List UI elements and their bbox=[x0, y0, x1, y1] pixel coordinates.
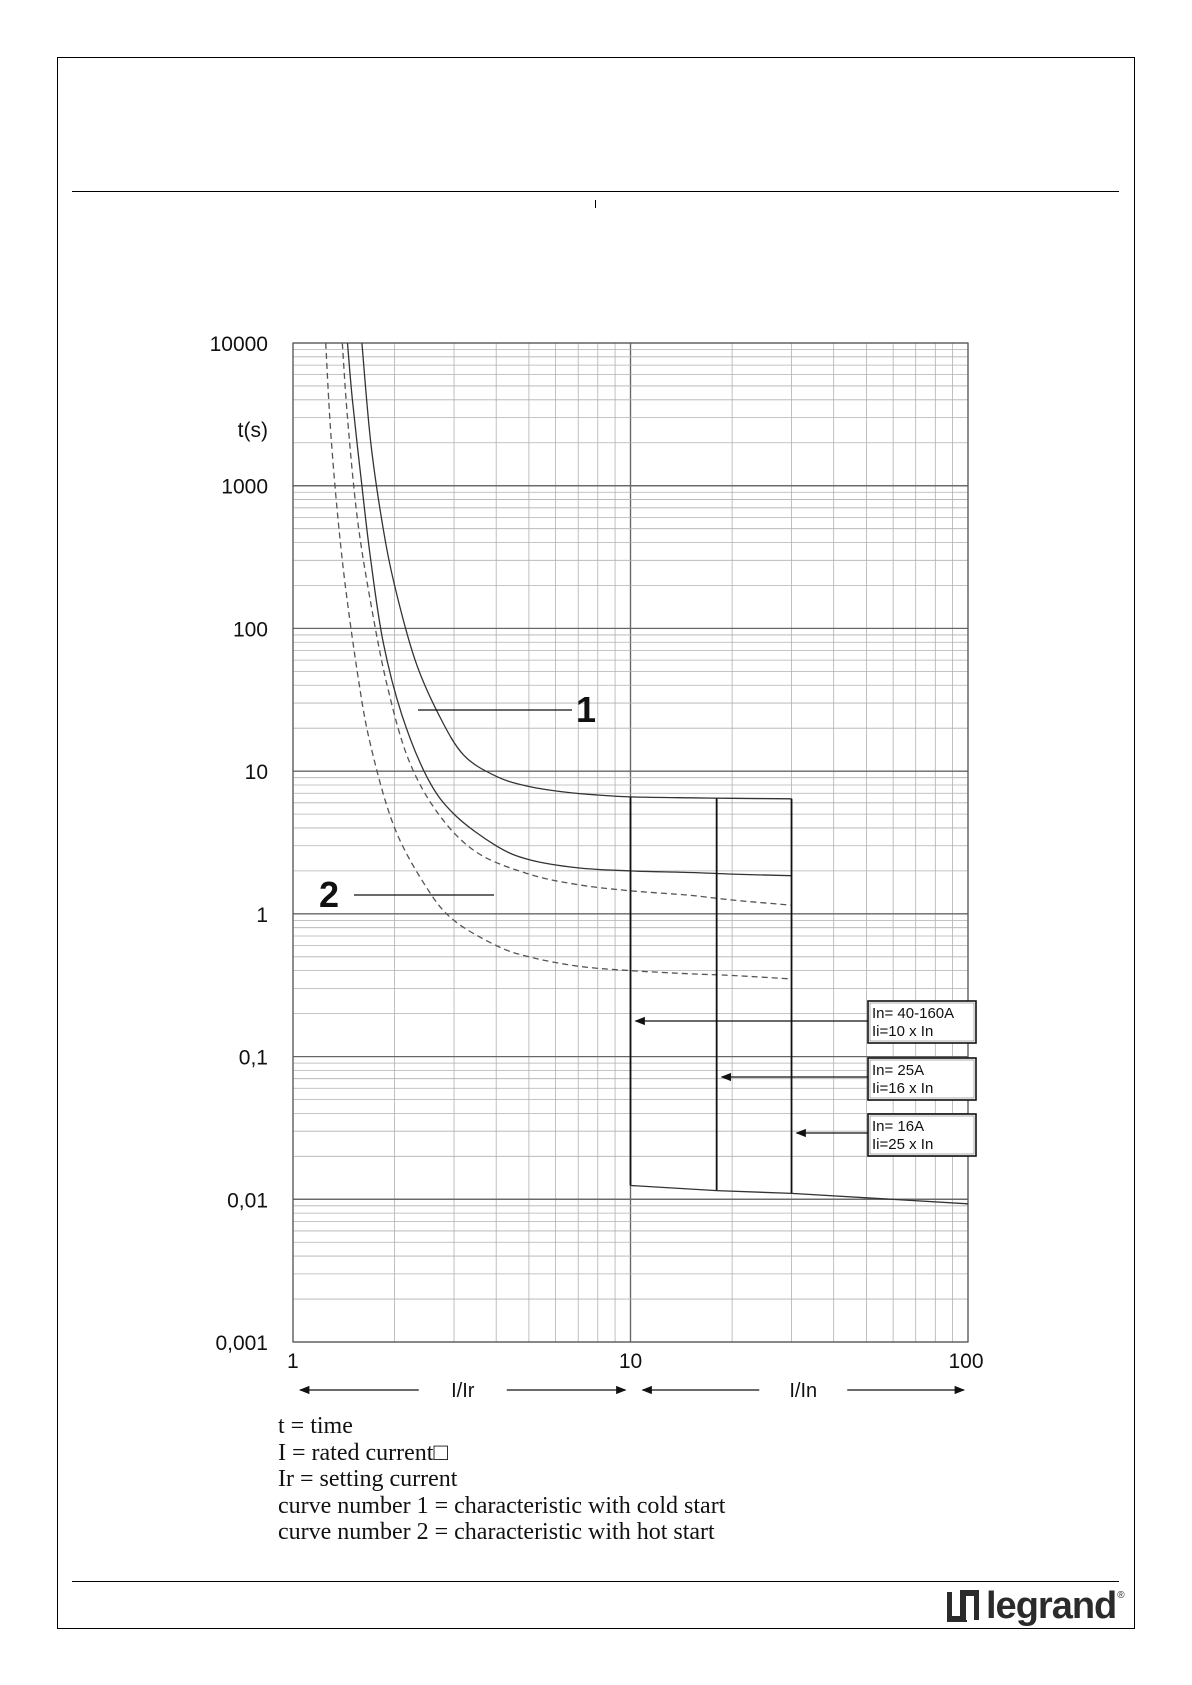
logo-registered-mark: ® bbox=[1117, 1590, 1125, 1601]
range-label: I/Ir bbox=[451, 1380, 475, 1400]
chart-legend bbox=[278, 1413, 725, 1546]
legrand-logo bbox=[946, 1586, 1125, 1626]
legend-line: curve number 1 = characteristic with cold start bbox=[278, 1492, 726, 1519]
legend-line: curve number 2 = characteristic with hot start bbox=[278, 1519, 715, 1545]
y-tick-label: 10 bbox=[244, 761, 268, 785]
annotation-text: In= 25A bbox=[872, 1062, 925, 1079]
y-tick-label: 0,01 bbox=[227, 1189, 268, 1213]
instantaneous-tail-line bbox=[631, 1186, 969, 1204]
legend-line: t = time bbox=[278, 1413, 353, 1439]
callout-label-1: 1 bbox=[576, 689, 597, 730]
range-label: I/In bbox=[789, 1380, 818, 1400]
y-tick-label: 10000 bbox=[209, 333, 268, 356]
footer-rule bbox=[72, 1581, 1119, 1582]
annotation-text: In= 40-160A bbox=[872, 1005, 955, 1022]
annotation-text: In= 16A bbox=[872, 1118, 925, 1135]
curve-2-dashed bbox=[342, 343, 791, 905]
x-tick-label: 10 bbox=[618, 1350, 643, 1373]
curve-2-dashed bbox=[326, 343, 792, 979]
logo-text: legrand bbox=[986, 1585, 1117, 1627]
curve-1-solid bbox=[348, 343, 792, 876]
y-tick-label: 1000 bbox=[221, 475, 268, 499]
annotation-text: Ii=10 x In bbox=[872, 1023, 934, 1040]
curve-1-solid bbox=[362, 343, 792, 799]
x-tick-label: 1 bbox=[287, 1350, 299, 1373]
y-tick-label: 100 bbox=[232, 618, 268, 642]
y-tick-label: 0,1 bbox=[238, 1046, 268, 1070]
x-tick-label: 100 bbox=[948, 1350, 984, 1373]
y-tick-label: 0,001 bbox=[215, 1332, 268, 1355]
annotation-text: Ii=16 x In bbox=[872, 1080, 934, 1097]
legrand-logo-icon bbox=[946, 1589, 980, 1623]
legend-line: Ir = setting current bbox=[278, 1466, 458, 1492]
legend-line: I = rated current□ bbox=[278, 1439, 448, 1466]
y-axis-label: t(s) bbox=[237, 419, 268, 442]
callout-label-2: 2 bbox=[319, 874, 340, 915]
y-tick-label: 1 bbox=[256, 903, 268, 927]
annotation-text: Ii=25 x In bbox=[872, 1136, 934, 1153]
